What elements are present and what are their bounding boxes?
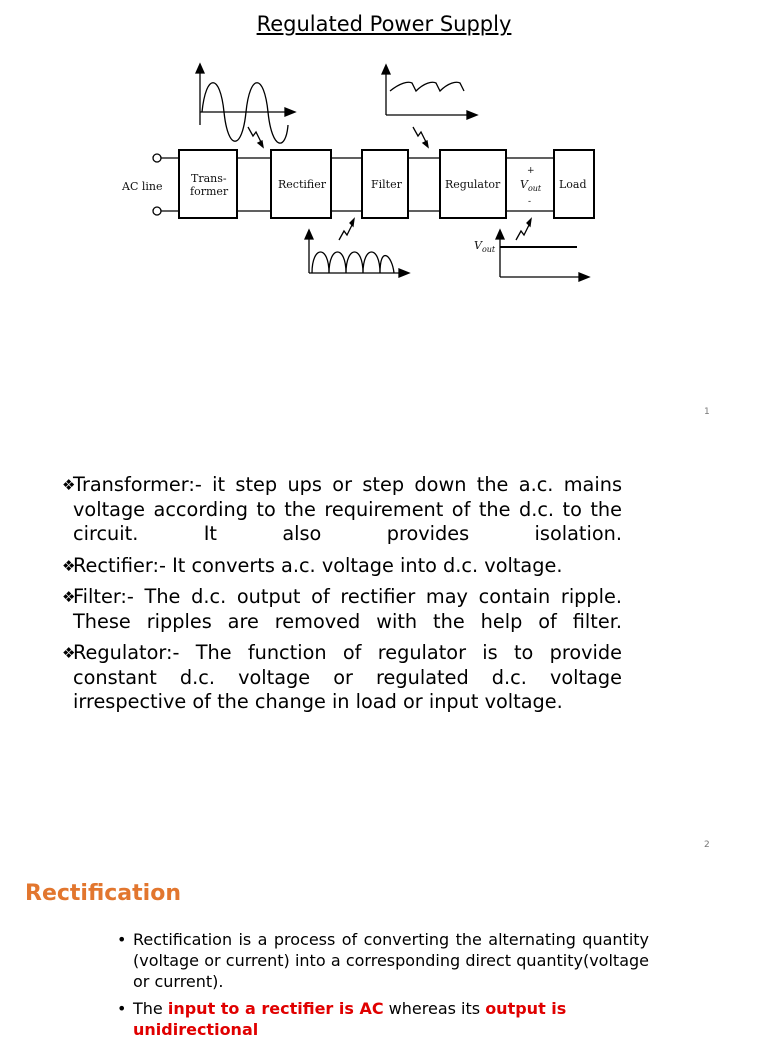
transformer-label-1: Trans- <box>191 172 227 185</box>
minus-label: - <box>528 197 532 207</box>
regulator-label: Regulator <box>445 178 501 191</box>
list-item: ❖ Regulator:- The function of regulator is to provide constant d.c. voltage or regulated d.c. voltage irrespective of the change in load or input voltage. <box>62 641 622 713</box>
plus-label: + <box>527 166 535 176</box>
list-item: • The input to a rectifier is AC whereas its output is unidirectional <box>117 999 567 1039</box>
list-item: • Rectification is a process of converting the alternating quantity (voltage or current) into a corresponding direct quantity(voltage or current). <box>117 930 649 991</box>
transformer-label-2: former <box>190 185 229 198</box>
rectification-bullets <box>117 929 649 1046</box>
filter-label: Filter <box>371 178 402 191</box>
ac-terminal-top <box>153 154 161 162</box>
page-number: 1 <box>704 407 710 417</box>
filter-waveform <box>382 65 477 119</box>
block-diagram <box>110 55 610 290</box>
highlight-output-unidirectional: output is unidirectional <box>133 999 567 1039</box>
load-label: Load <box>559 178 587 191</box>
pointer-ac <box>248 127 261 142</box>
page-number: 2 <box>704 840 710 850</box>
diamond-bullet-icon: ❖ <box>62 644 76 662</box>
vout-axis-label: $V_{out}$ <box>474 239 496 254</box>
pointer-filter <box>413 127 426 142</box>
ac-waveform <box>196 64 295 143</box>
slide-title: Regulated Power Supply <box>256 12 512 36</box>
bullet-icon: • <box>117 999 127 1018</box>
ac-terminal-bottom <box>153 207 161 215</box>
list-item: ❖ Rectifier:- It converts a.c. voltage into d.c. voltage. <box>62 553 563 577</box>
pointer-rectifier <box>339 225 352 240</box>
components-list <box>62 473 622 722</box>
diamond-bullet-icon: ❖ <box>62 588 76 606</box>
diamond-bullet-icon: ❖ <box>62 476 76 494</box>
regulator-waveform <box>496 230 589 281</box>
rectifier-label: Rectifier <box>278 178 326 191</box>
list-item: ❖ Transformer:- it step ups or step down the a.c. mains voltage according to the requirement of the d.c. to the circuit. It also provides isolation. <box>62 473 622 545</box>
pointer-regulator <box>516 225 529 240</box>
vout-label: $V_{out}$ <box>520 178 542 193</box>
section-heading: Rectification <box>25 881 181 906</box>
rectifier-waveform <box>305 230 409 277</box>
bullet-icon: • <box>117 930 127 949</box>
ac-line-label: AC line <box>122 180 163 193</box>
highlight-input-ac: input to a rectifier is AC <box>167 999 384 1018</box>
diamond-bullet-icon: ❖ <box>62 556 76 575</box>
list-item: ❖ Filter:- The d.c. output of rectifier may contain ripple. These ripples are removed with the help of filter. <box>62 585 622 633</box>
